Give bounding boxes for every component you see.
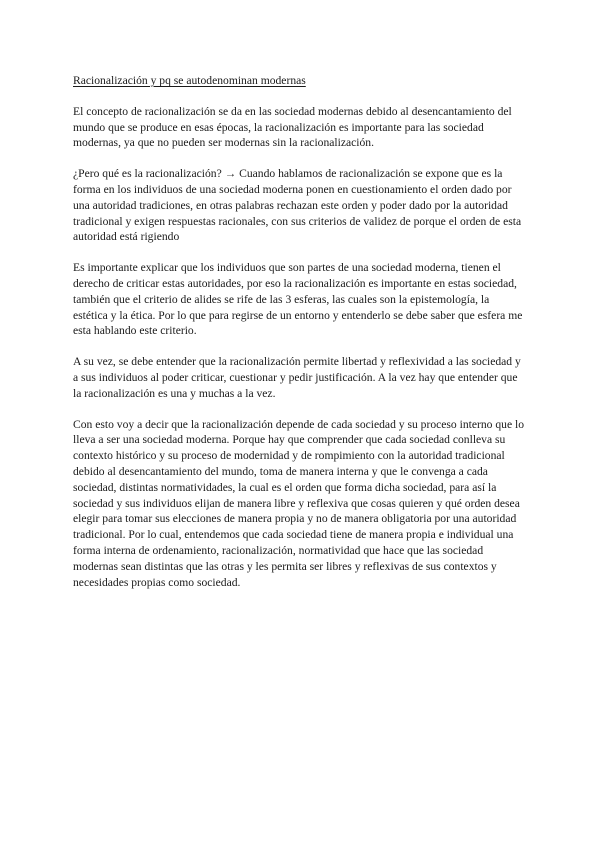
document-body [73,73,525,605]
paragraph-conclusion: Con esto voy a decir que la racionalización depende de cada sociedad y su proceso interno que lo lleva a ser una sociedad moderna. Porque hay que comprender que cada sociedad conlleva su contexto histórico y su proceso de modernidad y de rompimiento con la autoridad tradicional debido al desencantamiento del mundo, toma de manera interna y que le convenga a cada sociedad, distintas normatividades, la cual es el orden que forma dicha sociedad, para así la sociedad y sus individuos elijan de manera libre y reflexiva que cosas quieren y qué orden desea elegir para tomar sus elecciones de manera propia y no de manera obligatoria por una autoridad tradicional. Por lo cual, entendemos que cada sociedad tiene de manera propia e individual una forma interna de ordenamiento, racionalización, normatividad que hace que las sociedad modernas sean distintas que las otras y les permita ser libres y reflexivas de sus contextos y necesidades propias como sociedad. [73,417,525,589]
paragraph-what-is-rationalization: ¿Pero qué es la racionalización? → Cuando hablamos de racionalización se expone que es la forma en los individuos de una sociedad moderna ponen en cuestionamiento el orden dado por una autoridad tradiciones, en otras palabras rechazan este orden y poder dado por la autoridad tradicional y exigen respuestas racionales, con sus criterios de validez de porque el orden de esta autoridad está rigiendo [73,167,522,244]
paragraph-right-to-criticize: Es importante explicar que los individuos que son partes de una sociedad moderna, tienen el derecho de criticar estas autoridades, por eso la racionalización es importante en estas sociedad, también que el criterio de alides se rife de las 3 esferas, las cuales son la epistemología, la estética y la ética. Por lo que para regirse de un entorno y entenderlo se debe saber que esfera me esta hablando este criterio. [73,261,523,338]
paragraph-intro: El concepto de racionalización se da en las sociedad modernas debido al desencantamiento del mundo que se produce en esas épocas, la racionalización es importante para las sociedad modernas, ya que no pueden ser modernas sin la racionalización. [73,104,512,150]
document-title: Racionalización y pq se autodenominan modernas [73,74,306,87]
paragraph-freedom-reflexivity: A su vez, se debe entender que la racionalización permite libertad y reflexividad a las sociedad y a sus individuos al poder criticar, cuestionar y pedir justificación. A la vez hay que entender que la racionalización es una y muchas a la vez. [73,355,521,400]
